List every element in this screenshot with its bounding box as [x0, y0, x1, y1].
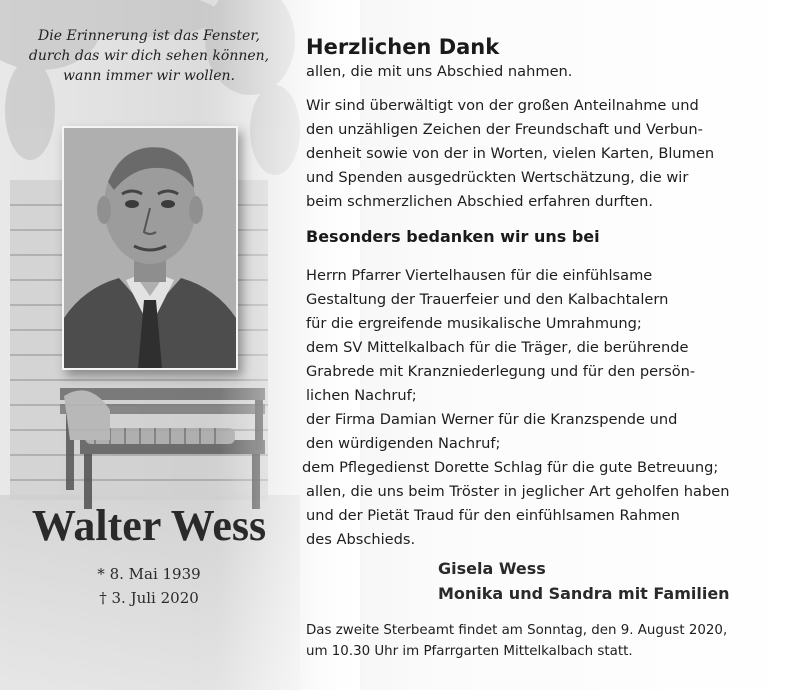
memorial-quote	[18, 26, 280, 86]
list-line: für die ergreifende musikalische Umrahmung;	[306, 315, 642, 332]
special-thanks-list	[302, 264, 776, 552]
signature-block	[438, 556, 730, 606]
quote-line: Die Erinnerung ist das Fenster,	[38, 28, 260, 44]
list-line: dem Pflegedienst Dorette Schlag für die gute Betreuung;	[302, 459, 719, 476]
thanks-paragraph	[306, 94, 776, 214]
special-thanks-heading: Besonders bedanken wir uns bei	[306, 227, 600, 246]
paragraph-line: den unzähligen Zeichen der Freundschaft und Verbun-	[306, 121, 703, 138]
paragraph-line: Wir sind überwältigt von der großen Anteilnahme und	[306, 97, 699, 114]
paragraph-line: beim schmerzlichen Abschied erfahren durften.	[306, 193, 654, 210]
list-line: Herrn Pfarrer Viertelhausen für die einfühlsame	[306, 267, 653, 284]
list-line: und der Pietät Traud für den einfühlsamen Rahmen	[306, 507, 680, 524]
paragraph-line: und Spenden ausgedrückten Wertschätzung, die wir	[306, 169, 689, 186]
deceased-name: Walter Wess	[31, 501, 267, 550]
portrait-photo	[62, 126, 238, 370]
birth-date: * 8. Mai 1939	[97, 565, 201, 583]
list-line: allen, die uns beim Tröster in jeglicher Art geholfen haben	[306, 483, 730, 500]
quote-line: durch das wir dich sehen können,	[28, 48, 270, 64]
quote-line: wann immer wir wollen.	[63, 68, 235, 84]
thanks-section	[302, 34, 776, 552]
notice-line-1: Das zweite Sterbeamt findet am Sonntag, den 9. August 2020,	[306, 623, 728, 638]
death-date: † 3. Juli 2020	[99, 589, 199, 607]
signature-line-2: Monika und Sandra mit Familien	[438, 584, 730, 603]
mass-notice	[306, 620, 727, 662]
list-line: des Abschieds.	[306, 531, 416, 548]
paragraph-line: denheit sowie von der in Worten, vielen Karten, Blumen	[306, 145, 715, 162]
thanks-subheading: allen, die mit uns Abschied nahmen.	[306, 63, 573, 80]
list-line: Grabrede mit Kranzniederlegung und für den persön-	[306, 363, 696, 380]
list-line: Gestaltung der Trauerfeier und den Kalbachtalern	[306, 291, 669, 308]
list-line: der Firma Damian Werner für die Kranzspende und	[306, 411, 678, 428]
list-line: lichen Nachruf;	[306, 387, 417, 404]
signature-line-1: Gisela Wess	[438, 559, 546, 578]
list-line: dem SV Mittelkalbach für die Träger, die berührende	[306, 339, 689, 356]
notice-line-2: um 10.30 Uhr im Pfarrgarten Mittelkalbach statt.	[306, 644, 633, 659]
list-line: den würdigenden Nachruf;	[306, 435, 501, 452]
thanks-heading: Herzlichen Dank	[306, 35, 500, 59]
life-dates	[64, 562, 234, 610]
